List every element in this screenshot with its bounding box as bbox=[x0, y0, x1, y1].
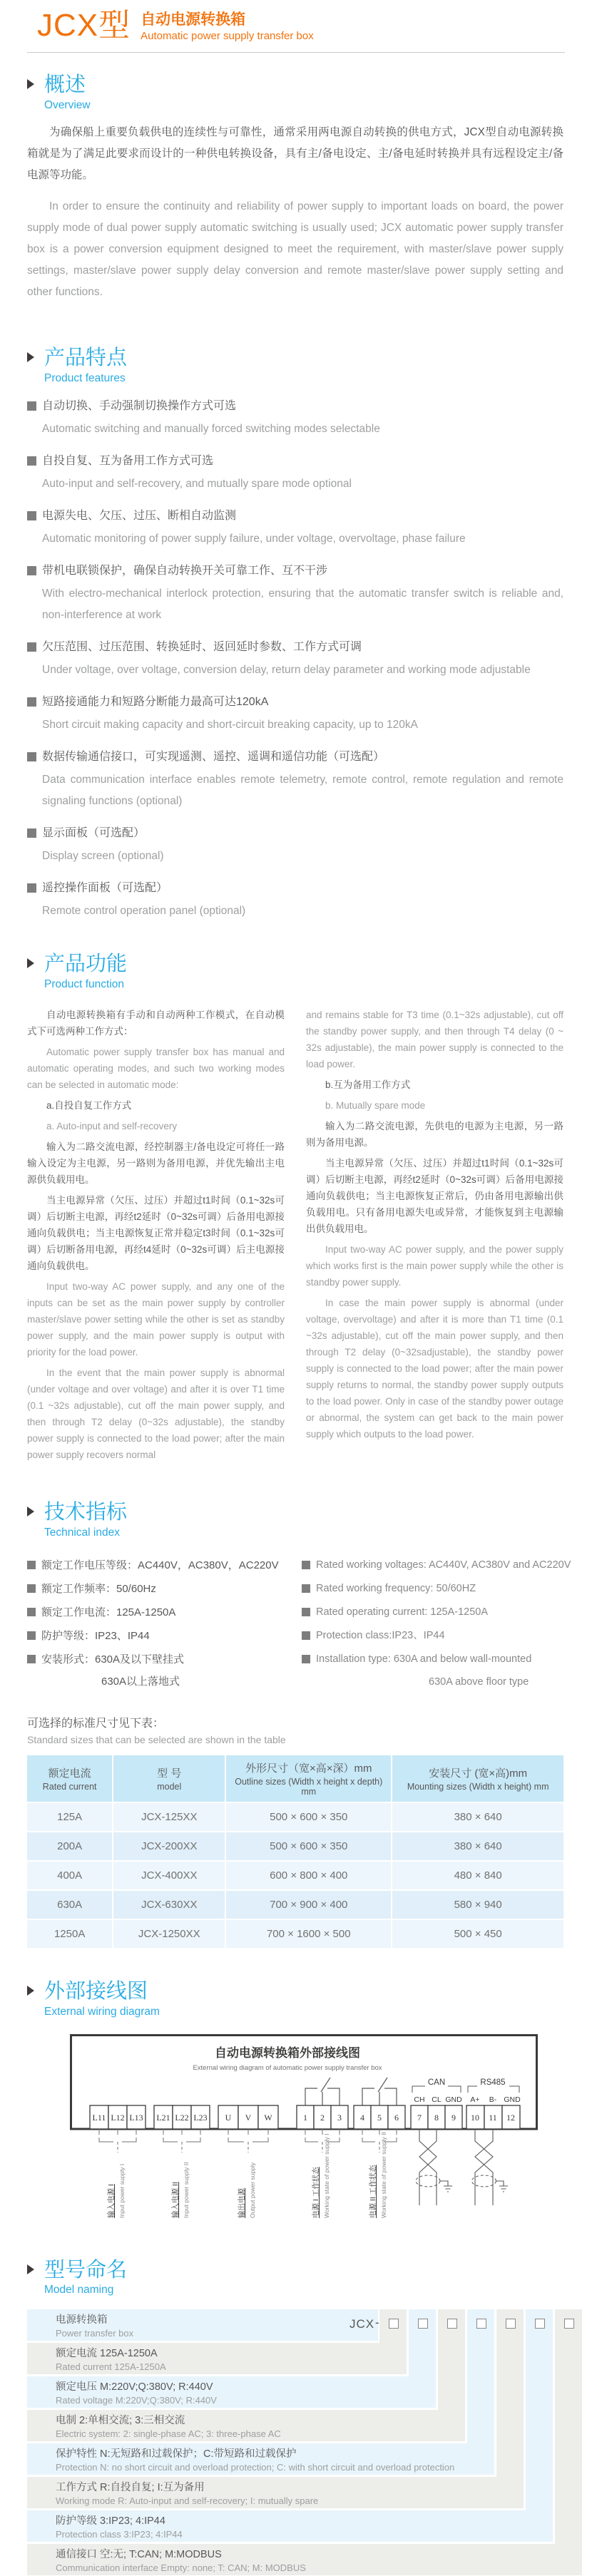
group-label-en: Working state of power supply I bbox=[323, 2133, 330, 2218]
naming-row-cn: 保护特性 N:无短路和过载保护；C:带短路和过载保护 bbox=[56, 2448, 297, 2460]
cell-model: JCX-125XX bbox=[113, 1802, 225, 1832]
code-placeholder-box bbox=[535, 2319, 545, 2329]
naming-row-en: Working mode R: Auto-input and self-recovery; I: mutually spare bbox=[56, 2495, 319, 2507]
cell-rated-current: 200A bbox=[27, 1832, 113, 1861]
svg-text:9: 9 bbox=[451, 2112, 456, 2123]
section-title-en: External wiring diagram bbox=[44, 2005, 160, 2018]
group-label-en: Input power supply II bbox=[183, 2162, 190, 2218]
feature-text-en: Auto-input and self-recovery, and mutually spare mode optional bbox=[42, 477, 352, 490]
feature-text-cn: 欠压范围、过压范围、转换延时、返回延时参数、工作方式可调 bbox=[42, 640, 362, 653]
tech-spec: Installation type: 630A and below wall-mounted bbox=[316, 1653, 532, 1665]
naming-row-cn: 电制 2:单相交流; 3:三相交流 bbox=[56, 2415, 185, 2427]
cell-mounting-size: 480 × 840 bbox=[392, 1861, 563, 1890]
section-heading bbox=[27, 1981, 581, 2018]
group-label-cn: 输入电源 II bbox=[171, 2181, 180, 2218]
cell-mounting-size: 500 × 450 bbox=[392, 1919, 563, 1948]
svg-text:6: 6 bbox=[394, 2112, 399, 2123]
bullet-square-icon bbox=[27, 828, 36, 838]
naming-row bbox=[27, 2510, 553, 2542]
product-title-cn: 自动电源转换箱 bbox=[141, 11, 246, 28]
naming-row bbox=[27, 2477, 524, 2508]
overview-paragraph-en: In order to ensure the continuity and reliability of power supply to important loads on board, the power supply mode of dual power supply automatic switching is usually used; JCX automatic power supply transfer box is a power conversion equipment designed to meet the requirement, with master/slave power supply settings, master/slave power supply delay conversion and remote master/slave power supply setting and other functions. bbox=[27, 200, 563, 299]
cell-outline-size: 700 × 900 × 400 bbox=[225, 1890, 392, 1919]
naming-row-en: Rated voltage M:220V;Q:380V; R:440V bbox=[56, 2395, 217, 2406]
can-bracket-icon bbox=[412, 2086, 461, 2093]
product-title-block bbox=[141, 10, 314, 42]
svg-text:L13: L13 bbox=[129, 2112, 143, 2123]
wiring-group-labels bbox=[106, 2132, 387, 2218]
twisted-pair-icon bbox=[419, 2129, 493, 2205]
bullet-square-icon bbox=[27, 511, 36, 520]
column-header-cn: 安装尺寸 (宽×高)mm bbox=[429, 1767, 528, 1780]
svg-text:12: 12 bbox=[506, 2112, 515, 2123]
tech-spec-continuation: 630A above floor type bbox=[429, 1676, 529, 1688]
section-title-cn: 技术指标 bbox=[44, 1500, 128, 1524]
function-paragraph: a.自投自复工作方式 bbox=[46, 1099, 132, 1111]
section-title-en: Product function bbox=[44, 977, 125, 990]
column-header-en: model bbox=[157, 1781, 182, 1792]
rs485-bracket-icon bbox=[468, 2086, 519, 2093]
cell-model: JCX-630XX bbox=[113, 1890, 225, 1919]
bullet-square-icon bbox=[27, 697, 36, 707]
svg-text:L23: L23 bbox=[193, 2112, 208, 2123]
tech-left-column bbox=[27, 1554, 302, 1693]
naming-row-en: Electric system: 2: single-phase AC; 3: three-phase AC bbox=[56, 2428, 281, 2440]
group-label-cn: 输出电源 bbox=[238, 2187, 246, 2218]
section-title-cn: 外部接线图 bbox=[44, 1979, 148, 2003]
naming-row-cn: 防护等级 3:IP23; 4:IP44 bbox=[56, 2515, 165, 2528]
changeover-switch-icon bbox=[305, 2078, 397, 2105]
rs485-label: RS485 bbox=[480, 2078, 506, 2087]
cable-shield-icon bbox=[416, 2175, 496, 2187]
naming-row-cn: 电源转换箱 bbox=[56, 2314, 108, 2326]
feature-item bbox=[27, 692, 563, 736]
group-label-en: Output power supply bbox=[249, 2162, 256, 2218]
tech-spec-continuation: 630A以上落地式 bbox=[101, 1675, 180, 1688]
page-header bbox=[27, 10, 581, 42]
table-intro-en: Standard sizes that can be selected are shown in the table bbox=[27, 1733, 286, 1745]
cell-rated-current: 1250A bbox=[27, 1919, 113, 1948]
bullet-square-icon bbox=[27, 1608, 36, 1616]
tech-right-column bbox=[302, 1554, 576, 1693]
table-row bbox=[27, 1861, 563, 1890]
diagram-title-en: External wiring diagram of automatic power supply transfer box bbox=[193, 2063, 382, 2072]
functions-columns bbox=[27, 1002, 563, 1463]
triangle-marker-icon bbox=[27, 1986, 34, 1996]
bullet-square-icon bbox=[27, 883, 36, 893]
section-title-en: Overview bbox=[44, 99, 91, 112]
tech-spec: 额定工作频率：50/60Hz bbox=[41, 1582, 156, 1595]
function-paragraph: Input two-way AC power supply, and any one of the inputs can be set as the main power supply by controller master/slave power setting while the other is set as standby power supply, and the main power supply is output with priority for the load power. bbox=[27, 1281, 285, 1358]
code-column bbox=[526, 2309, 553, 2542]
section-technical-index bbox=[27, 1502, 581, 1948]
svg-text:5: 5 bbox=[377, 2112, 382, 2123]
naming-row-en: Communication interface Empty: none; T: CAN; M: MODBUS bbox=[56, 2562, 306, 2574]
wiring-diagram bbox=[70, 2034, 538, 2222]
svg-text:L12: L12 bbox=[111, 2112, 125, 2123]
function-paragraph: 当主电源异常（欠压、过压）并超过t1时间（0.1~32s可调）后切断主电源，再经t2延时（0~32s可调）后备用电源接通向负载供电；当主电源恢复正常并稳定t3时间（0.1~32s可调）后切断备用电源，再经t4延时（0~32s可调）后主电源接通向负载供电。 bbox=[27, 1194, 285, 1271]
bullet-square-icon bbox=[302, 1584, 310, 1593]
bullet-square-icon bbox=[302, 1608, 310, 1616]
section-heading bbox=[27, 74, 581, 112]
tech-spec: 额定工作电流：125A-1250A bbox=[41, 1606, 176, 1618]
pin-label: GND bbox=[445, 2095, 462, 2104]
svg-text:10: 10 bbox=[471, 2112, 479, 2123]
feature-text-en: Display screen (optional) bbox=[42, 849, 164, 862]
bullet-square-icon bbox=[27, 401, 36, 411]
group-label-en: Working state of power supply II bbox=[380, 2131, 387, 2218]
column-header-en: Mounting sizes (Width x height) mm bbox=[407, 1781, 549, 1792]
table-row bbox=[27, 1802, 563, 1832]
cell-rated-current: 125A bbox=[27, 1802, 113, 1832]
functions-left-column bbox=[27, 1002, 285, 1463]
naming-row-en: Protection class 3:IP23; 4:IP44 bbox=[56, 2529, 183, 2540]
section-title-en: Technical index bbox=[44, 1526, 120, 1539]
function-paragraph: and remains stable for T3 time (0.1~32s adjustable), cut off the standby power supply, and then through T4 delay (0 ~ 32s adjustable), the main power supply is connected to the load power. bbox=[306, 1009, 563, 1069]
column-header-cn: 外形尺寸（宽×高×深）mm bbox=[245, 1762, 372, 1775]
section-features bbox=[27, 347, 581, 922]
svg-text:1: 1 bbox=[303, 2112, 307, 2123]
column-header-cn: 额定电流 bbox=[48, 1767, 91, 1780]
naming-row bbox=[27, 2309, 378, 2341]
bullet-square-icon bbox=[27, 456, 36, 466]
bullet-square-icon bbox=[27, 1631, 36, 1640]
feature-text-cn: 短路接通能力和短路分断能力最高可达120kA bbox=[42, 695, 269, 708]
column-header-cn: 型 号 bbox=[157, 1767, 182, 1780]
naming-row-cn: 通信接口 空:无; T:CAN; M:MODBUS bbox=[56, 2549, 222, 2561]
code-placeholder-box bbox=[564, 2319, 574, 2329]
function-paragraph: a. Auto-input and self-recovery bbox=[46, 1120, 178, 1132]
feature-text-en: Under voltage, over voltage, conversion delay, return delay parameter and working mode adjustable bbox=[42, 663, 531, 676]
bullet-square-icon bbox=[302, 1561, 310, 1569]
feature-text-cn: 自动切换、手动强制切换操作方式可选 bbox=[42, 399, 237, 412]
feature-item bbox=[27, 823, 563, 867]
svg-text:V: V bbox=[245, 2112, 252, 2123]
svg-text:8: 8 bbox=[434, 2112, 439, 2123]
section-title-en: Product features bbox=[44, 371, 126, 384]
table-row bbox=[27, 1832, 563, 1861]
bullet-square-icon bbox=[27, 1655, 36, 1663]
function-paragraph: b. Mutually spare mode bbox=[325, 1099, 426, 1111]
feature-text-en: Automatic monitoring of power supply failure, under voltage, overvoltage, phase failure bbox=[42, 532, 466, 545]
function-paragraph: Automatic power supply transfer box has manual and automatic operating modes, and such two working modes can be selected in automatic mode: bbox=[27, 1046, 285, 1090]
pin-label: B- bbox=[489, 2095, 497, 2104]
svg-text:W: W bbox=[264, 2112, 272, 2123]
tech-spec: Rated working voltages: AC440V, AC380V and AC220V bbox=[316, 1559, 571, 1571]
section-title-cn: 型号命名 bbox=[44, 2258, 128, 2282]
table-intro-cn: 可选择的标准尺寸见下表： bbox=[27, 1717, 165, 1730]
section-functions bbox=[27, 953, 581, 1463]
cell-outline-size: 700 × 1600 × 500 bbox=[225, 1919, 392, 1948]
section-wiring-diagram bbox=[27, 1981, 581, 2222]
tech-columns bbox=[27, 1554, 576, 1693]
svg-text:L21: L21 bbox=[156, 2112, 170, 2123]
triangle-marker-icon bbox=[27, 2264, 34, 2274]
svg-text:U: U bbox=[225, 2112, 232, 2123]
code-placeholder-box bbox=[476, 2319, 486, 2329]
feature-text-cn: 电源失电、欠压、过压、断相自动监测 bbox=[42, 509, 237, 522]
table-row bbox=[27, 1890, 563, 1919]
section-heading bbox=[27, 347, 581, 385]
model-naming-diagram bbox=[27, 2309, 582, 2576]
feature-item bbox=[27, 396, 563, 440]
cell-rated-current: 400A bbox=[27, 1861, 113, 1890]
pin-label: GND bbox=[504, 2095, 521, 2104]
bullet-square-icon bbox=[27, 642, 36, 652]
section-title-cn: 产品功能 bbox=[44, 952, 128, 975]
code-placeholder-box bbox=[447, 2319, 457, 2329]
table-header-row bbox=[27, 1755, 563, 1802]
naming-row bbox=[27, 2544, 582, 2575]
tech-spec: Rated working frequency: 50/60HZ bbox=[316, 1582, 476, 1594]
naming-row-en: Rated current 125A-1250A bbox=[56, 2361, 166, 2373]
section-title-cn: 产品特点 bbox=[44, 347, 128, 370]
cell-outline-size: 500 × 600 × 350 bbox=[225, 1802, 392, 1832]
section-title-en: Model naming bbox=[44, 2284, 114, 2297]
tech-spec: Rated operating current: 125A-1250A bbox=[316, 1606, 489, 1618]
product-title-en: Automatic power supply transfer box bbox=[141, 30, 314, 43]
section-heading bbox=[27, 1502, 581, 1539]
group-bracket-icon bbox=[99, 2129, 397, 2142]
code-placeholder-box bbox=[418, 2319, 428, 2329]
tech-spec: Protection class:IP23、IP44 bbox=[316, 1629, 445, 1641]
code-placeholder-box bbox=[506, 2319, 516, 2329]
cell-outline-size: 600 × 800 × 400 bbox=[225, 1861, 392, 1890]
naming-row bbox=[27, 2343, 407, 2374]
triangle-marker-icon bbox=[27, 1507, 34, 1517]
naming-row bbox=[27, 2410, 465, 2441]
naming-row-cn: 工作方式 R:自投自复; I:互为备用 bbox=[56, 2482, 205, 2494]
bullet-square-icon bbox=[27, 752, 36, 761]
naming-row bbox=[27, 2443, 494, 2475]
feature-item bbox=[27, 637, 563, 681]
model-code-prefix: JCX bbox=[349, 2317, 375, 2331]
cell-rated-current: 630A bbox=[27, 1890, 113, 1919]
bullet-square-icon bbox=[27, 1561, 36, 1569]
section-overview bbox=[27, 74, 581, 303]
diagram-title-cn: 自动电源转换箱外部接线图 bbox=[215, 2046, 360, 2060]
cell-mounting-size: 380 × 640 bbox=[392, 1802, 563, 1832]
pin-label: CH bbox=[414, 2095, 425, 2104]
overview-paragraph-cn: 为确保船上重要负载供电的连续性与可靠性，通常采用两电源自动转换的供电方式，JCX型自动电源转换箱就是为了满足此要求而设计的一种供电转换设备，具有主/备电设定、主/备电延时转换并具有远程设定主/备电源等功能。 bbox=[27, 126, 563, 182]
column-header-en: Outline sizes (Width x height x depth) mm bbox=[235, 1776, 383, 1797]
naming-row-en: Power transfer box bbox=[56, 2328, 134, 2339]
bullet-square-icon bbox=[27, 1584, 36, 1593]
function-paragraph: 当主电源异常（欠压、过压）并超过t1时间（0.1~32s可调）后切断主电源，再经t2延时（0~32s可调）后备用电源接通向负载供电；当主电源恢复正常后，仍由备用电源输出供负载用电。只有备用电源失电或异常，才能恢复到主电源输出供负载用电。 bbox=[306, 1157, 563, 1234]
group-label-cn: 输入电源 I bbox=[107, 2183, 116, 2218]
column-header-en: Rated current bbox=[42, 1781, 97, 1792]
terminal-labels bbox=[93, 2113, 515, 2123]
svg-text:2: 2 bbox=[320, 2112, 325, 2123]
group-stem-icon bbox=[118, 2142, 379, 2152]
tech-spec: 防护等级：IP23、IP44 bbox=[41, 1629, 150, 1642]
code-column bbox=[555, 2309, 582, 2575]
function-paragraph: In case the main power supply is abnormal (under voltage, overvoltage) and after it is more than T1 time (0.1 ~32s adjustable), cut off the main power supply, and then through T2 delay (0~32sadjustable), the standby power supply is connected to the load power; after the main power supply returns to normal, the standby power supply outputs to the load power. Only in case of the standby power outage or abnormal, the system can get back to the main power supply which outputs to the load power. bbox=[306, 1297, 563, 1440]
function-paragraph: b.互为备用工作方式 bbox=[325, 1079, 411, 1090]
feature-text-en: Data communication interface enables remote telemetry, remote control, remote regulation and remote signaling functions (optional) bbox=[42, 773, 563, 807]
feature-text-cn: 显示面板（可选配） bbox=[42, 826, 146, 839]
function-paragraph: Input two-way AC power supply, and the power supply which works first is the main power supply while the other is standby power supply. bbox=[306, 1243, 563, 1288]
svg-text:3: 3 bbox=[337, 2112, 342, 2123]
feature-text-en: Short circuit making capacity and short-circuit breaking capacity, up to 120kA bbox=[42, 718, 418, 731]
ground-icon bbox=[440, 2181, 508, 2192]
cell-outline-size: 500 × 600 × 350 bbox=[225, 1832, 392, 1861]
code-placeholder-box bbox=[389, 2319, 399, 2329]
function-paragraph: 输入为二路交流电源，经控制器主/备电设定可将任一路输入设定为主电源，另一路则为备用电源，并优先输出主电源供负载用电。 bbox=[27, 1141, 285, 1185]
feature-text-en: With electro-mechanical interlock protection, ensuring that the automatic transfer switch is reliable and, non-interference at work bbox=[42, 587, 563, 621]
section-heading bbox=[27, 953, 581, 991]
svg-text:7: 7 bbox=[417, 2112, 422, 2123]
pin-label: A+ bbox=[470, 2095, 480, 2104]
can-label: CAN bbox=[427, 2078, 446, 2087]
function-paragraph: 自动电源转换箱有手动和自动两种工作模式，在自动模式下可选两种工作方式： bbox=[27, 1009, 285, 1037]
section-model-naming bbox=[27, 2259, 581, 2576]
feature-text-cn: 遥控操作面板（可选配） bbox=[42, 881, 168, 894]
tech-spec: 安装形式：630A及以下壁挂式 bbox=[41, 1653, 185, 1666]
feature-text-cn: 自投自复、互为备用工作方式可选 bbox=[42, 454, 214, 467]
function-paragraph: 输入为二路交流电源，先供电的电源为主电源，另一路则为备用电源。 bbox=[306, 1120, 563, 1148]
tech-spec: 额定工作电压等级：AC440V，AC380V，AC220V bbox=[41, 1559, 279, 1571]
cell-mounting-size: 380 × 640 bbox=[392, 1832, 563, 1861]
group-label-en: Input power supply I bbox=[118, 2163, 126, 2218]
svg-text:11: 11 bbox=[489, 2112, 497, 2123]
section-heading bbox=[27, 2259, 581, 2297]
naming-row-cn: 额定电流 125A-1250A bbox=[56, 2348, 158, 2360]
naming-row-cn: 额定电压 M:220V;Q:380V; R:440V bbox=[56, 2381, 213, 2393]
standard-sizes-table bbox=[27, 1755, 563, 1948]
functions-right-column bbox=[306, 1002, 563, 1463]
svg-text:L22: L22 bbox=[175, 2112, 189, 2123]
bullet-square-icon bbox=[27, 566, 36, 575]
bullet-square-icon bbox=[302, 1655, 310, 1663]
function-paragraph: In the event that the main power supply is abnormal (under voltage and over voltage) and after it is over T1 time (0.1 ~32s adjustable), cut off the main power supply, and then through T2 delay (0~32s adjustable), the standby power supply is connected to the load power; after the main power supply recovers normal bbox=[27, 1367, 285, 1460]
svg-text:L11: L11 bbox=[92, 2112, 106, 2123]
section-title-cn: 概述 bbox=[44, 73, 86, 97]
triangle-marker-icon bbox=[27, 958, 34, 968]
feature-text-cn: 数据传输通信接口，可实现遥测、遥控、遥调和遥信功能（可选配） bbox=[42, 750, 385, 763]
naming-row bbox=[27, 2376, 436, 2408]
group-label-cn: 电源 II 工作状态 bbox=[369, 2164, 377, 2218]
svg-text:4: 4 bbox=[360, 2112, 364, 2123]
cell-mounting-size: 580 × 940 bbox=[392, 1890, 563, 1919]
feature-text-cn: 带机电联锁保护，确保自动转换开关可靠工作、互不干涉 bbox=[42, 564, 328, 577]
feature-item bbox=[27, 746, 563, 812]
feature-item bbox=[27, 451, 563, 495]
feature-item bbox=[27, 878, 563, 922]
cell-model: JCX-400XX bbox=[113, 1861, 225, 1890]
bullet-square-icon bbox=[302, 1631, 310, 1640]
group-label-cn: 电源 I 工作状态 bbox=[312, 2166, 320, 2218]
cell-model: JCX-1250XX bbox=[113, 1919, 225, 1948]
table-row bbox=[27, 1919, 563, 1948]
product-model: JCX型 bbox=[37, 8, 131, 43]
cell-model: JCX-200XX bbox=[113, 1832, 225, 1861]
feature-text-en: Automatic switching and manually forced switching modes selectable bbox=[42, 422, 380, 435]
header-divider bbox=[27, 52, 565, 53]
model-code-dash: - bbox=[375, 2316, 379, 2330]
triangle-marker-icon bbox=[27, 79, 34, 89]
feature-text-en: Remote control operation panel (optional) bbox=[42, 904, 246, 917]
pin-label: CL bbox=[432, 2095, 442, 2104]
triangle-marker-icon bbox=[27, 352, 34, 362]
feature-item bbox=[27, 560, 563, 626]
naming-row-en: Protection N: no short circuit and overload protection; C: with short circuit and overload protection bbox=[56, 2462, 455, 2473]
feature-item bbox=[27, 506, 563, 550]
